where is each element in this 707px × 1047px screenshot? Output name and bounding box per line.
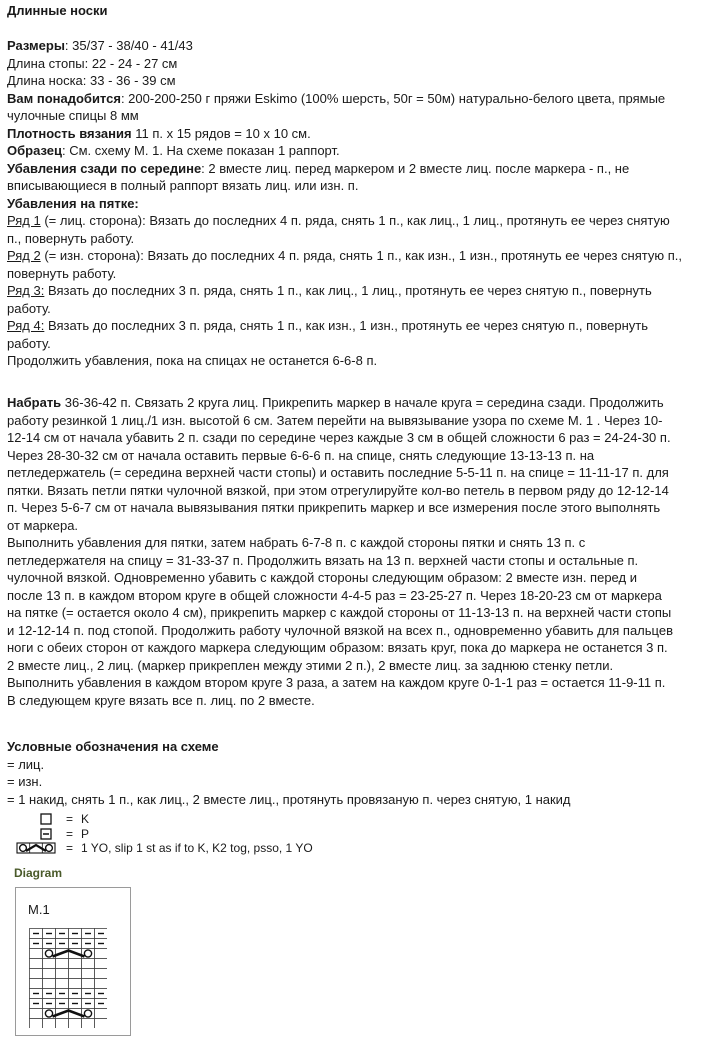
legend-ru-item: = изн. (7, 774, 43, 789)
chart-cell (43, 1019, 56, 1029)
yarn-over-mark (84, 950, 91, 957)
diagram-label: Diagram (14, 866, 63, 880)
back-decrease-line (7, 160, 682, 178)
instruction-line: на пятке (= остается около 4 см), прикрепить маркер с каждой стороны от 11-13-13 п. на верхней части стопы (7, 605, 672, 620)
materials-label: Вам понадобится (7, 90, 121, 106)
instruction-line: пятки. Вязать петли пятки чулочной вязкой, при этом отрегулируйте кол-во петель в первом ряду до 12-12-14 (7, 482, 669, 498)
chart-cell (95, 969, 108, 979)
legend-eq: = (66, 841, 74, 855)
row-4-text: Вязать до последних 3 п. ряда, снять 1 п., как изн., 1 изн., протянуть ее через снятую п., повернуть (44, 318, 648, 333)
chart-cell (69, 979, 82, 989)
instruction-line: Выполнить убавления для пятки, затем набрать 6-7-8 п. с каждой стороны пятки и снять 13 п. с (7, 535, 586, 550)
sample-line (7, 142, 682, 160)
chart-cell (69, 969, 82, 979)
heel-row-4 (7, 317, 682, 335)
chart-cell (43, 959, 56, 969)
instruction-line: В следующем круге вязать все п. лиц. по 2 вместе. (7, 692, 315, 708)
row-1-text: (= лиц. сторона): Вязать до последних 4 п. ряда, снять 1 п., как лиц., 1 лиц., протянуть ее через снятую (40, 213, 670, 228)
gauge-label: Плотность вязания (7, 125, 132, 141)
chart-cell (82, 979, 95, 989)
yarn-over-mark (45, 1010, 52, 1017)
chart-cell (56, 959, 69, 969)
heel-row-1-cont: п., повернуть работу. (7, 230, 135, 246)
legend-section (7, 738, 571, 808)
materials-line-2: чулочные спицы 8 мм (7, 108, 139, 123)
instruction-line (7, 394, 673, 412)
instruction-line: Через 28-30-32 см от начала оставить первые 6-6-6 п. на спице, снять следующие 13-13-13 п. на (7, 447, 595, 463)
chart-cell (56, 979, 69, 989)
legend-purl-text: P (81, 826, 90, 841)
row-3-text: Вязать до последних 3 п. ряда, снять 1 п., как лиц., 1 лиц., протянуть ее через снятую п., повернуть (44, 283, 652, 298)
chart-cell (56, 969, 69, 979)
knit-square-icon (16, 813, 62, 826)
diagram-title: M.1 (28, 902, 50, 917)
instruction-line: от маркера. (7, 517, 79, 533)
chart-cell (56, 1019, 69, 1029)
materials-value: : 200-200-250 г пряжи Eskimo (100% шерсть, 50г = 50м) натурально-белого цвета, прямые (120, 90, 666, 106)
yarn-over-mark (84, 1010, 91, 1017)
row-1-label: Ряд 1 (7, 213, 41, 228)
chart-cell (95, 959, 108, 969)
heel-row-2 (7, 247, 682, 265)
back-decrease-line-2: вписывающиеся в полный раппорт вязать лиц. или изн. п. (7, 178, 359, 193)
chart-cell (30, 969, 43, 979)
chart-cell (95, 949, 108, 959)
heel-row-3-cont: работу. (7, 300, 51, 316)
legend-eq: = (66, 826, 74, 841)
back-decrease-value: : 2 вместе лиц. перед маркером и 2 вместе лиц. после маркера - п., не (201, 160, 630, 176)
legend-knit-text: K (81, 812, 90, 826)
materials-line (7, 90, 682, 108)
sizes-line (7, 37, 682, 55)
gauge-value: 11 п. х 15 рядов = 10 х 10 см. (131, 125, 311, 141)
chart-cell (82, 969, 95, 979)
chart-cell (30, 959, 43, 969)
sample-label: Образец (7, 143, 62, 158)
continue-decrease: Продолжить убавления, пока на спицах не останется 6-6-8 п. (7, 353, 378, 368)
instruction-text: 36-36-42 п. Связать 2 круга лиц. Прикрепить маркер в начале круга = середина сзади. Продолжить (61, 395, 664, 410)
legend-ru-item: = лиц. (7, 756, 45, 772)
chart-cell (30, 1009, 43, 1019)
page-title: Длинные носки (7, 3, 108, 18)
legend-title: Условные обозначения на схеме (7, 739, 219, 754)
chart-cell (30, 949, 43, 959)
sizes-value: : 35/37 - 38/40 - 41/43 (64, 38, 193, 53)
sock-length: Длина носка: 33 - 36 - 39 см (7, 73, 176, 88)
chart-cell (95, 979, 108, 989)
heel-row-2-cont: повернуть работу. (7, 265, 117, 281)
sample-value: : См. схему М. 1. На схеме показан 1 раппорт. (61, 143, 340, 158)
instruction-line: Выполнить убавления в каждом втором круге 3 раза, а затем на каждом круге 0-1-1 раз = остается 11-9-11 п. (7, 675, 666, 690)
foot-length: Длина стопы: 22 - 24 - 27 см (7, 55, 178, 71)
chart-cell (43, 969, 56, 979)
instruction-line: 2 вместе лиц., 2 лиц. (маркер прикреплен между этими 2 п.), 2 вместе лиц. за заднюю стенку петли. (7, 657, 614, 673)
instruction-line: работу резинкой 1 лиц./1 изн. высотой 6 см. Затем перейти на вывязывание узора по схеме М. 1 . Через 10- (7, 412, 663, 428)
instruction-line: петледержателя на спицу = 31-33-37 п. Продолжить вязать на 13 п. верхней части стопы и остальные п. (7, 552, 639, 568)
diagram-panel (15, 887, 131, 1036)
sizes-label: Размеры (7, 38, 65, 53)
chart-cell (69, 959, 82, 969)
instruction-line: 12-14 см от начала убавить 2 п. сзади по середине через каждые 3 см в общей сложности 6 раз = 24-24-30 п. (7, 430, 671, 445)
row-4-label: Ряд 4: (7, 318, 45, 333)
instruction-line: п. Через 5-6-7 см от начала вывязывания пятки прикрепить маркер и все измерения после этого выполнять (7, 500, 661, 515)
yo-decrease-icon (16, 842, 62, 855)
row-2-label: Ряд 2 (7, 248, 41, 263)
chart-cell (95, 1019, 108, 1029)
yarn-over-mark (45, 950, 52, 957)
heel-row-4-cont: работу. (7, 335, 51, 351)
heel-row-3 (7, 282, 682, 300)
instruction-line: после 13 п. в каждом втором круге в общей сложности 4-4-5 раз = 23-25-27 п. Через 18-20-23 см от маркера (7, 587, 662, 603)
chart-cell (43, 979, 56, 989)
chart-cell (30, 1019, 43, 1029)
chart-cell (30, 979, 43, 989)
chart-cell (82, 959, 95, 969)
chart-cell (82, 1019, 95, 1029)
legend-ru-item: = 1 накид, снять 1 п., как лиц., 2 вместе лиц., протянуть провязаную п. через снятую, 1 накид (7, 791, 571, 807)
row-2-text: (= изн. сторона): Вязать до последних 4 п. ряда, снять 1 п., как изн., 1 изн., протянуть ее через снятую п., (40, 248, 682, 263)
chart-cell (95, 1009, 108, 1019)
gauge-line (7, 125, 682, 143)
instruction-line: чулочной вязкой. Одновременно убавить с каждой стороны следующим образом: 2 вместе изн. перед и (7, 570, 637, 585)
legend-eq: = (66, 812, 74, 826)
materials-section (7, 37, 682, 370)
instructions-section (7, 394, 673, 709)
purl-square-icon (16, 828, 62, 841)
legend-yo-text: 1 YO, slip 1 st as if to K, K2 tog, psso, 1 YO (81, 841, 313, 855)
instruction-line: ноги с обеих сторон от каждого маркера следующим образом: вязать круг, пока до маркера не останется 3 п. (7, 640, 668, 655)
cast-on-label: Набрать (7, 395, 62, 410)
knitting-chart (29, 928, 107, 1028)
instruction-line: и 12-12-14 п. под стопой. Продолжить работу чулочной вязкой на всех п., одновременно убавить для пальцев (7, 622, 673, 638)
heel-decrease-heading: Убавления на пятке: (7, 195, 139, 211)
chart-cell (69, 1019, 82, 1029)
row-3-label: Ряд 3: (7, 283, 45, 298)
heel-row-1 (7, 212, 682, 230)
back-decrease-label: Убавления сзади по середине (7, 160, 202, 176)
instruction-line: петледержатель (= середина верхней части стопы) и оставить последние 5-5-11 п. на спице = 11-11-17 п. для (7, 465, 669, 480)
